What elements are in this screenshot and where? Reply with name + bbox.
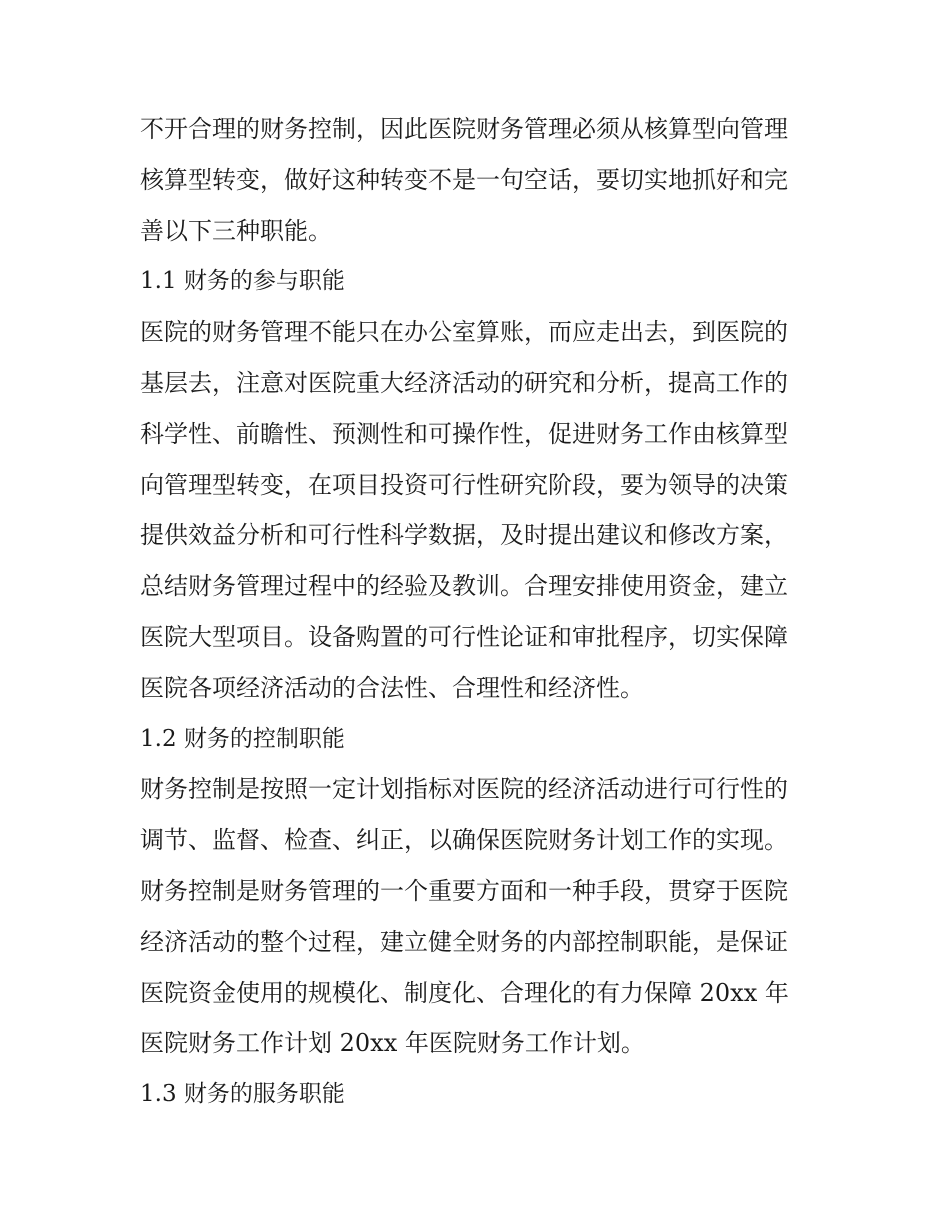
paragraph-line: 核算型转变，做好这种转变不是一句空话，要切实地抓好和完 bbox=[140, 165, 788, 194]
section-heading-1-3: 1.3 财务的服务职能 bbox=[140, 1081, 345, 1108]
paragraph-line: 医院资金使用的规模化、制度化、合理化的有力保障 20xx 年 bbox=[140, 978, 789, 1007]
paragraph-line: 向管理型转变，在项目投资可行性研究阶段，要为领导的决策 bbox=[140, 470, 788, 499]
paragraph-line: 善以下三种职能。 bbox=[140, 216, 332, 245]
paragraph-line: 医院各项经济活动的合法性、合理性和经济性。 bbox=[140, 673, 644, 702]
paragraph-line: 基层去，注意对医院重大经济活动的研究和分析，提高工作的 bbox=[140, 368, 788, 397]
paragraph-line: 医院财务工作计划 20xx 年医院财务工作计划。 bbox=[140, 1029, 645, 1058]
paragraph-line: 调节、监督、检查、纠正，以确保医院财务计划工作的实现。 bbox=[140, 826, 788, 855]
paragraph-line: 总结财务管理过程中的经验及教训。合理安排使用资金，建立 bbox=[140, 572, 788, 601]
paragraph-line: 经济活动的整个过程，建立健全财务的内部控制职能，是保证 bbox=[140, 927, 788, 956]
paragraph-line: 财务控制是按照一定计划指标对医院的经济活动进行可行性的 bbox=[140, 775, 788, 804]
paragraph-line: 科学性、前瞻性、预测性和可操作性，促进财务工作由核算型 bbox=[140, 419, 788, 448]
paragraph-line: 医院的财务管理不能只在办公室算账，而应走出去，到医院的 bbox=[140, 318, 788, 347]
paragraph-line: 提供效益分析和可行性科学数据，及时提出建议和修改方案， bbox=[140, 521, 788, 550]
section-heading-1-2: 1.2 财务的控制职能 bbox=[140, 725, 345, 752]
paragraph-line: 医院大型项目。设备购置的可行性论证和审批程序，切实保障 bbox=[140, 622, 788, 651]
section-heading-1-1: 1.1 财务的参与职能 bbox=[140, 268, 345, 295]
paragraph-line: 不开合理的财务控制，因此医院财务管理必须从核算型向管理 bbox=[140, 115, 788, 143]
document-body bbox=[140, 104, 820, 1120]
paragraph-line: 财务控制是财务管理的一个重要方面和一种手段，贯穿于医院 bbox=[140, 876, 788, 905]
